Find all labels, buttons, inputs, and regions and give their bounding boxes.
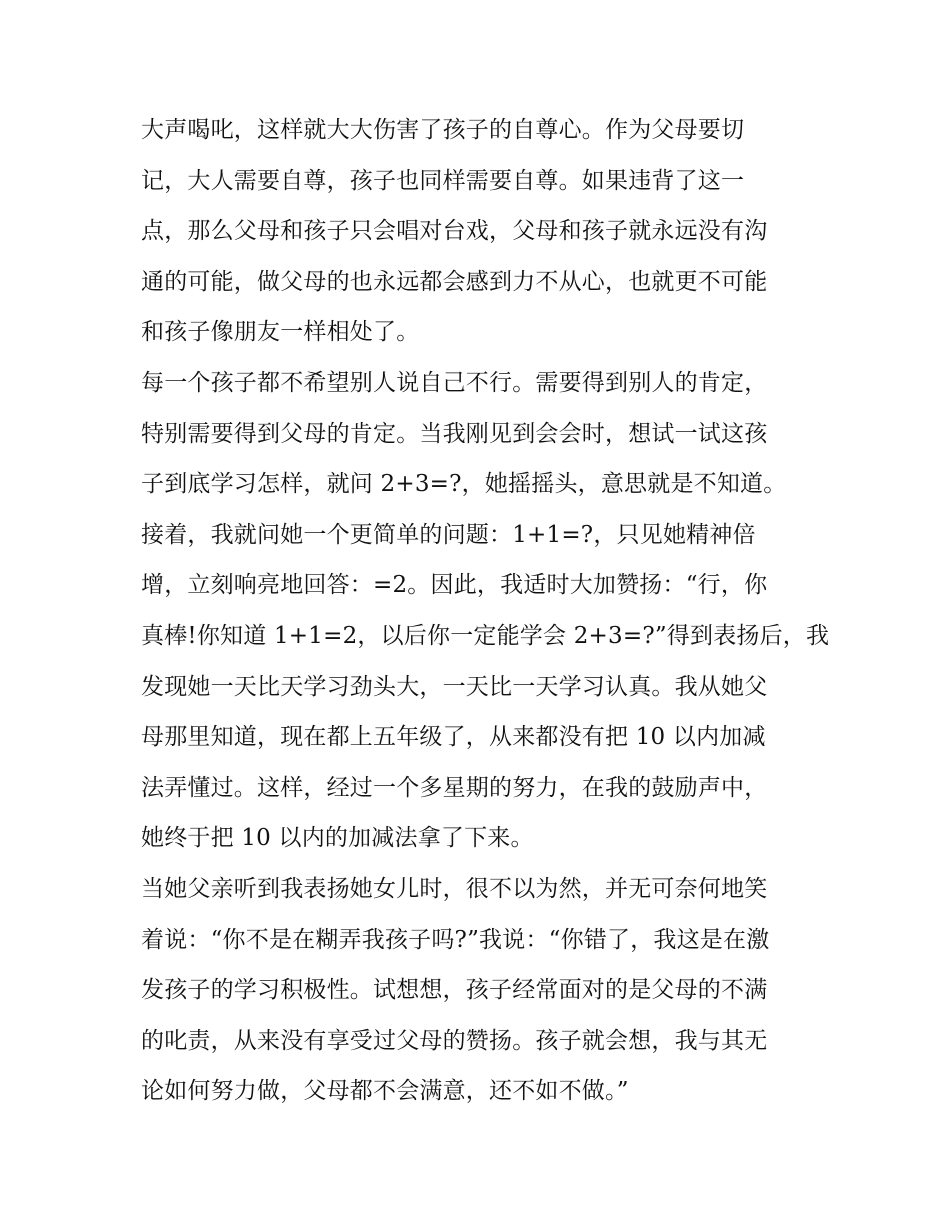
text-line: 着说：“你不是在糊弄我孩子吗?”我说：“你错了，我这是在激 <box>141 926 770 953</box>
text-line: 论如何努力做，父母都不会满意，还不如不做。” <box>141 1078 629 1105</box>
text-line: 子到底学习怎样，就问 2+3=?，她摇摇头，意思就是不知道。 <box>141 471 787 498</box>
text-line: 发孩子的学习积极性。试想想，孩子经常面对的是父母的不满 <box>141 977 768 1004</box>
text-line: 通的可能，做父母的也永远都会感到力不从心，也就更不可能 <box>141 268 768 295</box>
text-line: 记，大人需要自尊，孩子也同样需要自尊。如果违背了这一 <box>141 167 745 194</box>
text-line: 接着，我就问她一个更简单的问题：1+1=?，只见她精神倍 <box>141 521 756 548</box>
text-line: 母那里知道，现在都上五年级了，从来都没有把 10 以内加减 <box>141 724 766 751</box>
text-line: 增，立刻响亮地回答：=2。因此，我适时大加赞扬：“行，你 <box>141 572 768 599</box>
text-line: 真棒!你知道 1+1=2，以后你一定能学会 2+3=?”得到表扬后，我 <box>141 622 830 649</box>
text-line: 发现她一天比天学习劲头大，一天比一天学习认真。我从她父 <box>141 673 768 700</box>
text-line: 大声喝叱，这样就大大伤害了孩子的自尊心。作为父母要切 <box>141 117 745 143</box>
text-line: 和孩子像朋友一样相处了。 <box>141 319 420 346</box>
text-line: 她终于把 10 以内的加减法拿了下来。 <box>141 825 534 852</box>
text-line: 特别需要得到父母的肯定。当我刚见到会会时，想试一试这孩 <box>141 420 768 447</box>
text-line: 每一个孩子都不希望别人说自己不行。需要得到别人的肯定， <box>141 369 768 396</box>
text-line: 法弄懂过。这样，经过一个多星期的努力，在我的鼓励声中， <box>141 774 768 801</box>
body-text <box>141 105 830 1117</box>
text-line: 当她父亲听到我表扬她女儿时，很不以为然，并无可奈何地笑 <box>141 875 768 902</box>
text-line: 的叱责，从来没有享受过父母的赞扬。孩子就会想，我与其无 <box>141 1027 768 1054</box>
text-line: 点，那么父母和孩子只会唱对台戏，父母和孩子就永远没有沟 <box>141 218 768 245</box>
